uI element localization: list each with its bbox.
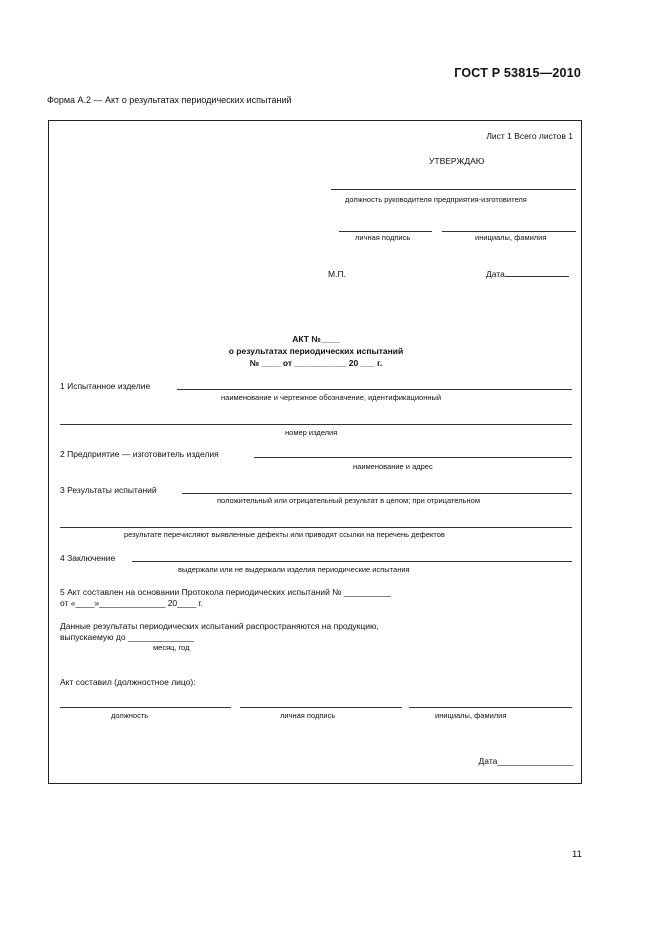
signature-hint-bottom: личная подпись: [280, 711, 336, 720]
item1-line2: [60, 424, 572, 425]
signature-line-bottom: [240, 707, 402, 708]
item1-hint: наименование и чертежное обозначение, идентификационный: [221, 393, 442, 402]
item4-hint: выдержали или не выдержали изделия периодические испытания: [178, 565, 410, 574]
stamp-label: М.П.: [328, 269, 346, 279]
position-hint: должность: [111, 711, 149, 720]
item1-label: 1 Испытанное изделие: [60, 381, 151, 391]
bottom-date: Дата________________: [478, 756, 573, 766]
approve-heading: УТВЕРЖДАЮ: [429, 156, 485, 166]
standard-number: ГОСТ Р 53815—2010: [454, 66, 581, 80]
item5-text: 5 Акт составлен на основании Протокола периодических испытаний № __________: [60, 587, 392, 597]
position-line: [60, 707, 231, 708]
applies-text: Данные результаты периодических испытаний распространяются на продукцию,: [60, 621, 379, 631]
item1-line: [177, 389, 572, 390]
month-year-hint: месяц, год: [153, 643, 190, 652]
item1-hint2: номер изделия: [285, 428, 338, 437]
act-title: АКТ №____: [292, 334, 340, 344]
item3-hint: положительный или отрицательный результат в целом; при отрицательном: [217, 496, 480, 505]
act-subtitle: о результатах периодических испытаний: [228, 346, 404, 356]
initials-line-bottom: [409, 707, 572, 708]
signature-hint: личная подпись: [355, 233, 411, 242]
act-number-date: № ____ от ___________ 20 ___ г.: [249, 358, 383, 368]
sheet-info: Лист 1 Всего листов 1: [486, 131, 573, 141]
item5-date: от «____»______________ 20____ г.: [60, 598, 203, 608]
item2-label: 2 Предприятие — изготовитель изделия: [60, 449, 219, 459]
composed-by: Акт составил (должностное лицо):: [60, 677, 196, 687]
form-caption: Форма А.2 — Акт о результатах периодических испытаний: [47, 95, 292, 105]
item3-line2: [60, 527, 572, 528]
item2-line: [254, 457, 572, 458]
page-number: 11: [572, 849, 582, 860]
item4-line: [132, 561, 572, 562]
date-label: Дата: [486, 269, 569, 279]
head-position-line: [331, 189, 576, 190]
form-frame: [48, 120, 582, 784]
initials-hint-bottom: инициалы, фамилия: [435, 711, 507, 720]
item3-label: 3 Результаты испытаний: [60, 485, 157, 495]
signature-line: [339, 231, 432, 232]
item2-hint: наименование и адрес: [353, 462, 433, 471]
item3-line: [182, 493, 572, 494]
item3-hint2: результате перечисляют выявленные дефекты или приводят ссылки на перечень дефектов: [124, 530, 445, 539]
applies-until: выпускаемую до ______________: [60, 632, 195, 642]
initials-line: [442, 231, 576, 232]
initials-hint: инициалы, фамилия: [475, 233, 547, 242]
head-position-hint: должность руководителя предприятия-изготовителя: [345, 195, 527, 204]
item4-label: 4 Заключение: [60, 553, 116, 563]
